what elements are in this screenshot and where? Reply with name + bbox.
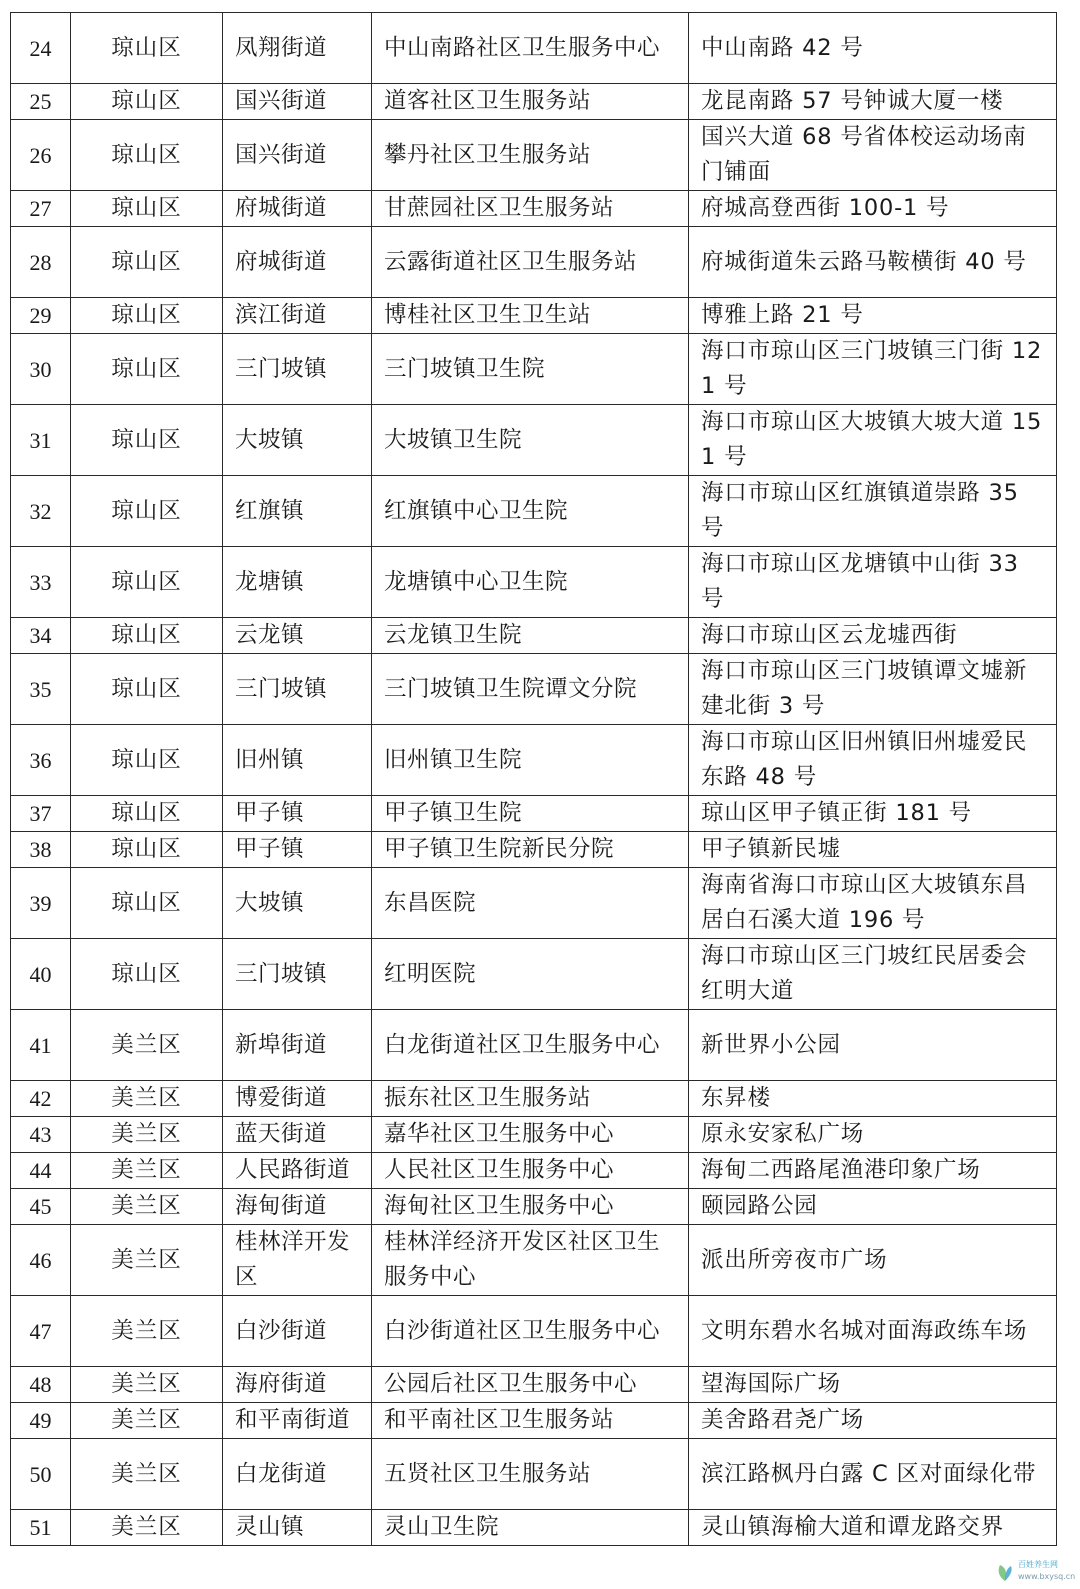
street-cell: 人民路街道	[223, 1153, 372, 1189]
address-cell: 海口市琼山区三门坡红民居委会红明大道	[689, 939, 1057, 1010]
street-cell: 博爱街道	[223, 1081, 372, 1117]
district-cell: 美兰区	[71, 1153, 223, 1189]
table-row	[11, 1117, 1057, 1153]
row-number: 37	[11, 796, 71, 832]
district-cell: 美兰区	[71, 1081, 223, 1117]
street-cell: 桂林洋开发区	[223, 1225, 372, 1296]
table-row	[11, 868, 1057, 939]
address-cell: 龙昆南路 57 号钟诚大厦一楼	[689, 84, 1057, 120]
address-cell: 海口市琼山区大坡镇大坡大道 151 号	[689, 405, 1057, 476]
district-cell: 琼山区	[71, 832, 223, 868]
street-cell: 海甸街道	[223, 1189, 372, 1225]
health-center-table	[10, 12, 1057, 1546]
row-number: 47	[11, 1296, 71, 1367]
street-cell: 大坡镇	[223, 405, 372, 476]
district-cell: 琼山区	[71, 120, 223, 191]
row-number: 42	[11, 1081, 71, 1117]
table-row	[11, 476, 1057, 547]
table-row	[11, 1367, 1057, 1403]
row-number: 29	[11, 298, 71, 334]
street-cell: 三门坡镇	[223, 334, 372, 405]
table-row	[11, 298, 1057, 334]
table-row	[11, 334, 1057, 405]
row-number: 40	[11, 939, 71, 1010]
district-cell: 琼山区	[71, 84, 223, 120]
table-row	[11, 654, 1057, 725]
district-cell: 琼山区	[71, 298, 223, 334]
district-cell: 美兰区	[71, 1010, 223, 1081]
street-cell: 云龙镇	[223, 618, 372, 654]
institution-cell: 灵山卫生院	[372, 1510, 689, 1546]
row-number: 25	[11, 84, 71, 120]
address-cell: 文明东碧水名城对面海政练车场	[689, 1296, 1057, 1367]
institution-cell: 甲子镇卫生院	[372, 796, 689, 832]
institution-cell: 云露街道社区卫生服务站	[372, 227, 689, 298]
leaf-logo-icon	[994, 1561, 1016, 1583]
institution-cell: 旧州镇卫生院	[372, 725, 689, 796]
address-cell: 琼山区甲子镇正街 181 号	[689, 796, 1057, 832]
street-cell: 白龙街道	[223, 1439, 372, 1510]
street-cell: 龙塘镇	[223, 547, 372, 618]
address-cell: 博雅上路 21 号	[689, 298, 1057, 334]
institution-cell: 东昌医院	[372, 868, 689, 939]
district-cell: 美兰区	[71, 1403, 223, 1439]
institution-cell: 云龙镇卫生院	[372, 618, 689, 654]
institution-cell: 桂林洋经济开发区社区卫生服务中心	[372, 1225, 689, 1296]
row-number: 33	[11, 547, 71, 618]
street-cell: 大坡镇	[223, 868, 372, 939]
table-row	[11, 1189, 1057, 1225]
table-row	[11, 832, 1057, 868]
row-number: 28	[11, 227, 71, 298]
institution-cell: 五贤社区卫生服务站	[372, 1439, 689, 1510]
street-cell: 海府街道	[223, 1367, 372, 1403]
address-cell: 海甸二西路尾渔港印象广场	[689, 1153, 1057, 1189]
address-cell: 海口市琼山区旧州镇旧州墟爱民东路 48 号	[689, 725, 1057, 796]
address-cell: 东昇楼	[689, 1081, 1057, 1117]
district-cell: 琼山区	[71, 405, 223, 476]
institution-cell: 三门坡镇卫生院谭文分院	[372, 654, 689, 725]
watermark-url: www.bxysq.cn	[1018, 1572, 1076, 1581]
district-cell: 美兰区	[71, 1225, 223, 1296]
institution-cell: 公园后社区卫生服务中心	[372, 1367, 689, 1403]
table-row	[11, 120, 1057, 191]
address-cell: 滨江路枫丹白露 C 区对面绿化带	[689, 1439, 1057, 1510]
institution-cell: 人民社区卫生服务中心	[372, 1153, 689, 1189]
district-cell: 琼山区	[71, 868, 223, 939]
district-cell: 琼山区	[71, 618, 223, 654]
row-number: 50	[11, 1439, 71, 1510]
street-cell: 灵山镇	[223, 1510, 372, 1546]
district-cell: 美兰区	[71, 1510, 223, 1546]
row-number: 32	[11, 476, 71, 547]
institution-cell: 龙塘镇中心卫生院	[372, 547, 689, 618]
district-cell: 美兰区	[71, 1439, 223, 1510]
district-cell: 琼山区	[71, 191, 223, 227]
street-cell: 三门坡镇	[223, 654, 372, 725]
address-cell: 海口市琼山区龙塘镇中山街 33 号	[689, 547, 1057, 618]
district-cell: 琼山区	[71, 725, 223, 796]
district-cell: 琼山区	[71, 334, 223, 405]
institution-cell: 攀丹社区卫生服务站	[372, 120, 689, 191]
address-cell: 海口市琼山区红旗镇道崇路 35 号	[689, 476, 1057, 547]
row-number: 43	[11, 1117, 71, 1153]
row-number: 27	[11, 191, 71, 227]
table-row	[11, 939, 1057, 1010]
street-cell: 三门坡镇	[223, 939, 372, 1010]
district-cell: 琼山区	[71, 796, 223, 832]
street-cell: 凤翔街道	[223, 13, 372, 84]
table-row	[11, 13, 1057, 84]
address-cell: 海南省海口市琼山区大坡镇东昌居白石溪大道 196 号	[689, 868, 1057, 939]
table-row	[11, 1081, 1057, 1117]
row-number: 45	[11, 1189, 71, 1225]
street-cell: 府城街道	[223, 227, 372, 298]
street-cell: 甲子镇	[223, 832, 372, 868]
district-cell: 琼山区	[71, 227, 223, 298]
institution-cell: 和平南社区卫生服务站	[372, 1403, 689, 1439]
district-cell: 琼山区	[71, 654, 223, 725]
address-cell: 望海国际广场	[689, 1367, 1057, 1403]
table-body	[11, 13, 1057, 1546]
institution-cell: 三门坡镇卫生院	[372, 334, 689, 405]
institution-cell: 博桂社区卫生卫生站	[372, 298, 689, 334]
institution-cell: 振东社区卫生服务站	[372, 1081, 689, 1117]
institution-cell: 甘蔗园社区卫生服务站	[372, 191, 689, 227]
table-row	[11, 1439, 1057, 1510]
table-row	[11, 796, 1057, 832]
table-row	[11, 1510, 1057, 1546]
street-cell: 府城街道	[223, 191, 372, 227]
address-cell: 海口市琼山区云龙墟西街	[689, 618, 1057, 654]
district-cell: 琼山区	[71, 547, 223, 618]
institution-cell: 红明医院	[372, 939, 689, 1010]
table-row	[11, 191, 1057, 227]
address-cell: 中山南路 42 号	[689, 13, 1057, 84]
institution-cell: 海甸社区卫生服务中心	[372, 1189, 689, 1225]
row-number: 39	[11, 868, 71, 939]
watermark-text: 百姓养生网	[1018, 1560, 1058, 1569]
table-row	[11, 84, 1057, 120]
table-row	[11, 547, 1057, 618]
street-cell: 白沙街道	[223, 1296, 372, 1367]
district-cell: 美兰区	[71, 1117, 223, 1153]
table-row	[11, 1010, 1057, 1081]
row-number: 46	[11, 1225, 71, 1296]
row-number: 36	[11, 725, 71, 796]
address-cell: 海口市琼山区三门坡镇谭文墟新建北街 3 号	[689, 654, 1057, 725]
row-number: 49	[11, 1403, 71, 1439]
institution-cell: 甲子镇卫生院新民分院	[372, 832, 689, 868]
row-number: 34	[11, 618, 71, 654]
table-row	[11, 1225, 1057, 1296]
address-cell: 原永安家私广场	[689, 1117, 1057, 1153]
address-cell: 甲子镇新民墟	[689, 832, 1057, 868]
institution-cell: 白沙街道社区卫生服务中心	[372, 1296, 689, 1367]
institution-cell: 嘉华社区卫生服务中心	[372, 1117, 689, 1153]
district-cell: 琼山区	[71, 476, 223, 547]
street-cell: 国兴街道	[223, 84, 372, 120]
address-cell: 海口市琼山区三门坡镇三门街 121 号	[689, 334, 1057, 405]
address-cell: 美舍路君尧广场	[689, 1403, 1057, 1439]
street-cell: 蓝天街道	[223, 1117, 372, 1153]
row-number: 30	[11, 334, 71, 405]
table-row	[11, 725, 1057, 796]
address-cell: 派出所旁夜市广场	[689, 1225, 1057, 1296]
address-cell: 府城高登西街 100-1 号	[689, 191, 1057, 227]
address-cell: 灵山镇海榆大道和谭龙路交界	[689, 1510, 1057, 1546]
row-number: 35	[11, 654, 71, 725]
district-cell: 美兰区	[71, 1367, 223, 1403]
address-cell: 国兴大道 68 号省体校运动场南门铺面	[689, 120, 1057, 191]
institution-cell: 中山南路社区卫生服务中心	[372, 13, 689, 84]
row-number: 38	[11, 832, 71, 868]
table-row	[11, 1403, 1057, 1439]
site-watermark	[994, 1559, 1074, 1585]
table-row	[11, 405, 1057, 476]
row-number: 31	[11, 405, 71, 476]
street-cell: 甲子镇	[223, 796, 372, 832]
street-cell: 国兴街道	[223, 120, 372, 191]
row-number: 24	[11, 13, 71, 84]
street-cell: 新埠街道	[223, 1010, 372, 1081]
table-row	[11, 1153, 1057, 1189]
table-row	[11, 227, 1057, 298]
institution-cell: 道客社区卫生服务站	[372, 84, 689, 120]
row-number: 26	[11, 120, 71, 191]
address-cell: 府城街道朱云路马鞍横街 40 号	[689, 227, 1057, 298]
institution-cell: 大坡镇卫生院	[372, 405, 689, 476]
row-number: 41	[11, 1010, 71, 1081]
row-number: 44	[11, 1153, 71, 1189]
row-number: 48	[11, 1367, 71, 1403]
table-row	[11, 1296, 1057, 1367]
street-cell: 旧州镇	[223, 725, 372, 796]
street-cell: 红旗镇	[223, 476, 372, 547]
district-cell: 琼山区	[71, 939, 223, 1010]
address-cell: 颐园路公园	[689, 1189, 1057, 1225]
institution-cell: 红旗镇中心卫生院	[372, 476, 689, 547]
row-number: 51	[11, 1510, 71, 1546]
street-cell: 和平南街道	[223, 1403, 372, 1439]
district-cell: 美兰区	[71, 1296, 223, 1367]
street-cell: 滨江街道	[223, 298, 372, 334]
district-cell: 琼山区	[71, 13, 223, 84]
table-row	[11, 618, 1057, 654]
address-cell: 新世界小公园	[689, 1010, 1057, 1081]
document-table-container	[10, 12, 1056, 1546]
institution-cell: 白龙街道社区卫生服务中心	[372, 1010, 689, 1081]
district-cell: 美兰区	[71, 1189, 223, 1225]
